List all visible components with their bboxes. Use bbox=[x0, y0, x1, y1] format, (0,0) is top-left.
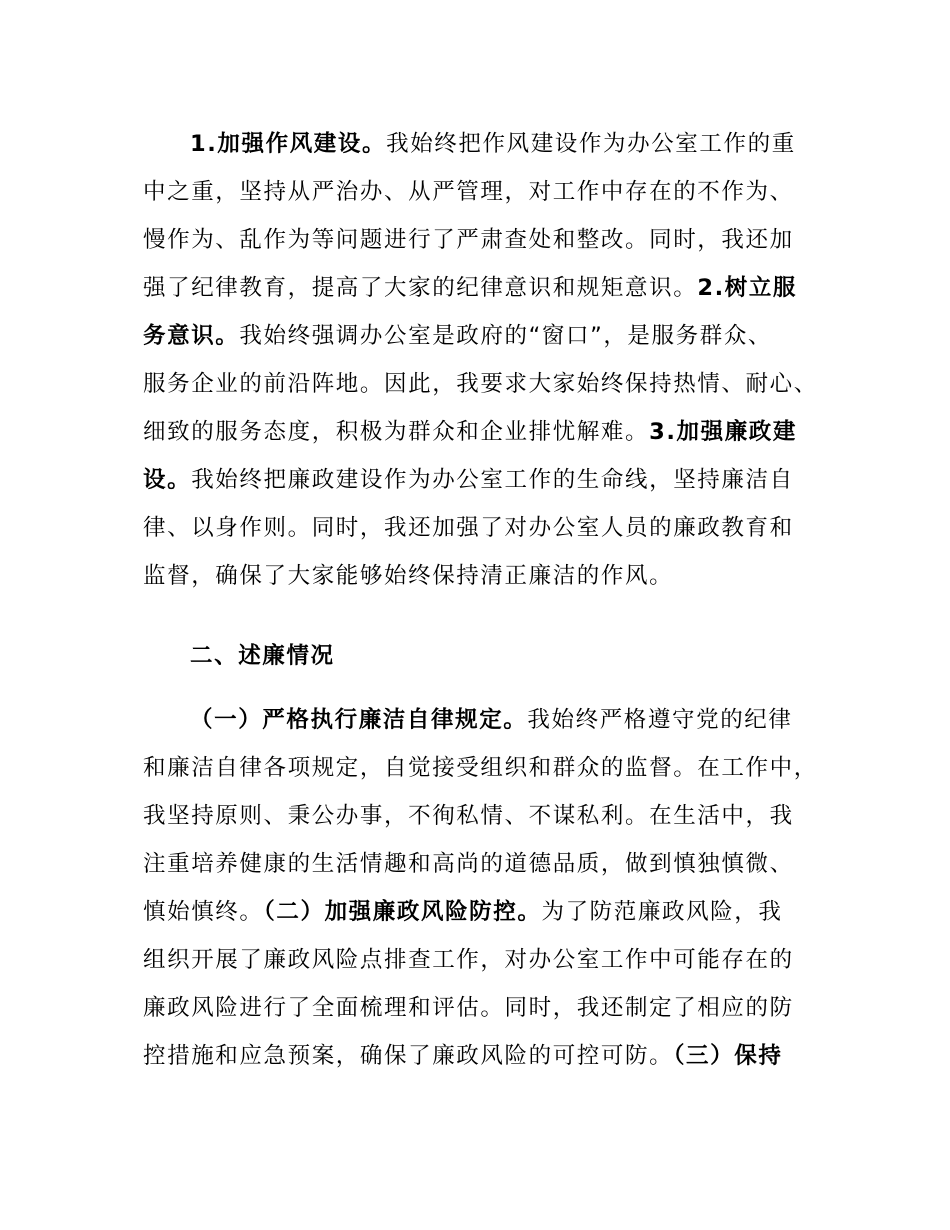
bold-heading: 1.加强作风建设。 bbox=[190, 131, 387, 157]
paragraph-line bbox=[143, 463, 794, 497]
paragraph-line: 律、以身作则。同时，我还加强了对办公室人员的廉政教育和 bbox=[143, 515, 794, 541]
body-text: 我始终把廉政建设作为办公室工作的生命线，坚持廉洁自 bbox=[191, 467, 794, 493]
section-heading: 二、述廉情况 bbox=[190, 643, 335, 669]
paragraph-line: 中之重，坚持从严治办、从严管理，对工作中存在的不作为、 bbox=[143, 179, 794, 205]
paragraph-line: 廉政风险进行了全面梳理和评估。同时，我还制定了相应的防 bbox=[143, 995, 794, 1021]
paragraph-line bbox=[143, 415, 797, 449]
paragraph-line bbox=[143, 895, 782, 929]
paragraph-line: 服务企业的前沿阵地。因此，我要求大家始终保持热情、耐心、 bbox=[143, 371, 818, 397]
paragraph-line: 和廉洁自律各项规定，自觉接受组织和群众的监督。在工作中， bbox=[143, 755, 818, 781]
bold-heading: （一）严格执行廉洁自律规定。 bbox=[190, 707, 528, 733]
bold-heading: 务意识。 bbox=[143, 323, 240, 349]
body-text: 强了纪律教育，提高了大家的纪律意识和规矩意识。 bbox=[143, 275, 698, 301]
bold-heading: 3.加强廉政建 bbox=[649, 419, 798, 445]
body-text: 我始终强调办公室是政府的“窗口”，是服务群众、 bbox=[239, 323, 773, 349]
paragraph-line bbox=[190, 703, 793, 737]
bold-heading: 2.树立服 bbox=[697, 275, 798, 301]
bold-heading: （二）加强廉政风险防控。 bbox=[263, 899, 542, 925]
paragraph-line: 我坚持原则、秉公办事，不徇私情、不谋私利。在生活中，我 bbox=[143, 803, 794, 829]
paragraph-line: 注重培养健康的生活情趣和高尚的道德品质，做到慎独慎微、 bbox=[143, 851, 794, 877]
paragraph-line: 慢作为、乱作为等问题进行了严肃查处和整改。同时，我还加 bbox=[143, 227, 794, 253]
bold-heading: （三）保持 bbox=[673, 1043, 783, 1069]
body-text: 慎始慎终。 bbox=[143, 899, 264, 925]
body-text: 细致的服务态度，积极为群众和企业排忧解难。 bbox=[143, 419, 650, 445]
paragraph-line bbox=[143, 319, 772, 353]
bold-heading: 设。 bbox=[143, 467, 192, 493]
body-text: 为了防范廉政风险，我 bbox=[541, 899, 783, 925]
body-text: 控措施和应急预案，确保了廉政风险的可控可防。 bbox=[143, 1043, 674, 1069]
body-text: 我始终把作风建设作为办公室工作的重 bbox=[386, 131, 796, 157]
paragraph-line bbox=[143, 1039, 782, 1073]
paragraph-line: 监督，确保了大家能够始终保持清正廉洁的作风。 bbox=[143, 563, 674, 589]
body-text: 我始终严格遵守党的纪律 bbox=[527, 707, 793, 733]
paragraph-line bbox=[143, 271, 797, 305]
paragraph-line: 组织开展了廉政风险点排查工作，对办公室工作中可能存在的 bbox=[143, 947, 794, 973]
paragraph-line bbox=[190, 127, 796, 161]
